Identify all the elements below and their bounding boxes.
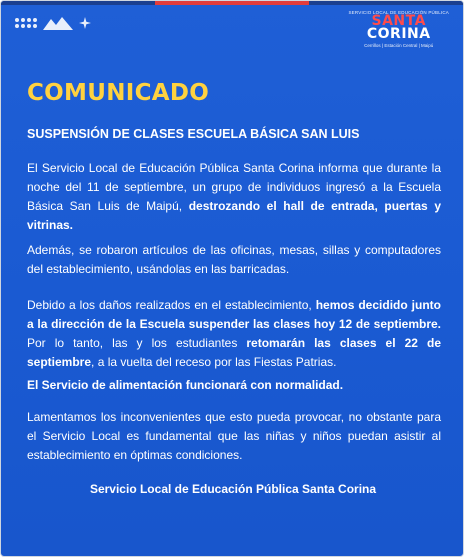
logo-tagline: Cerrillos | Estación Central | Maipú [364, 43, 434, 48]
santa-corina-logo [348, 10, 449, 48]
paragraph-theft: Además, se robaron artículos de las oficinas, mesas, sillas y computadores del establecimiento, usándolas en las barricadas. [27, 243, 441, 276]
logo-small-text: SERVICIO LOCAL DE EDUCACIÓN PÚBLICA [348, 10, 449, 15]
paragraph-food-service: El Servicio de alimentación funcionará con normalidad. [27, 378, 344, 392]
logo-line-1: SANTA [371, 13, 426, 29]
top-color-stripe [1, 1, 463, 5]
signature: Servicio Local de Educación Pública Santa Corina [89, 482, 377, 496]
page-title: COMUNICADO [27, 80, 210, 106]
logo-line-2: CORINA [366, 26, 431, 42]
paragraph-suspension: Debido a los daños realizados en el establecimiento, hemos decidido junto a la dirección de la Escuela suspender las clases hoy 12 de septiembre. Por lo tanto, las y los estudiantes retomarán las clases el 22 de septiembre, a la vuelta del receso por las Fiestas Patrias. [27, 298, 441, 369]
mountain-icon [43, 16, 73, 30]
dots-grid-icon [15, 18, 37, 28]
sparkle-star-icon [79, 17, 91, 29]
paragraph-incident: El Servicio Local de Educación Pública Santa Corina informa que durante la noche del 11 de septiembre, un grupo de individuos ingresó a la Escuela Básica San Luis de Maipú, destrozando el hall de entrada, puertas y vitrinas. [27, 161, 441, 232]
paragraph-apology: Lamentamos los inconvenientes que esto pueda provocar, no obstante para el Servicio Local es fundamental que las niñas y niños puedan asistir al establecimiento en óptimas condiciones. [27, 410, 441, 462]
subtitle: SUSPENSIÓN DE CLASES ESCUELA BÁSICA SAN LUIS [27, 127, 360, 141]
header-icons [15, 16, 91, 30]
